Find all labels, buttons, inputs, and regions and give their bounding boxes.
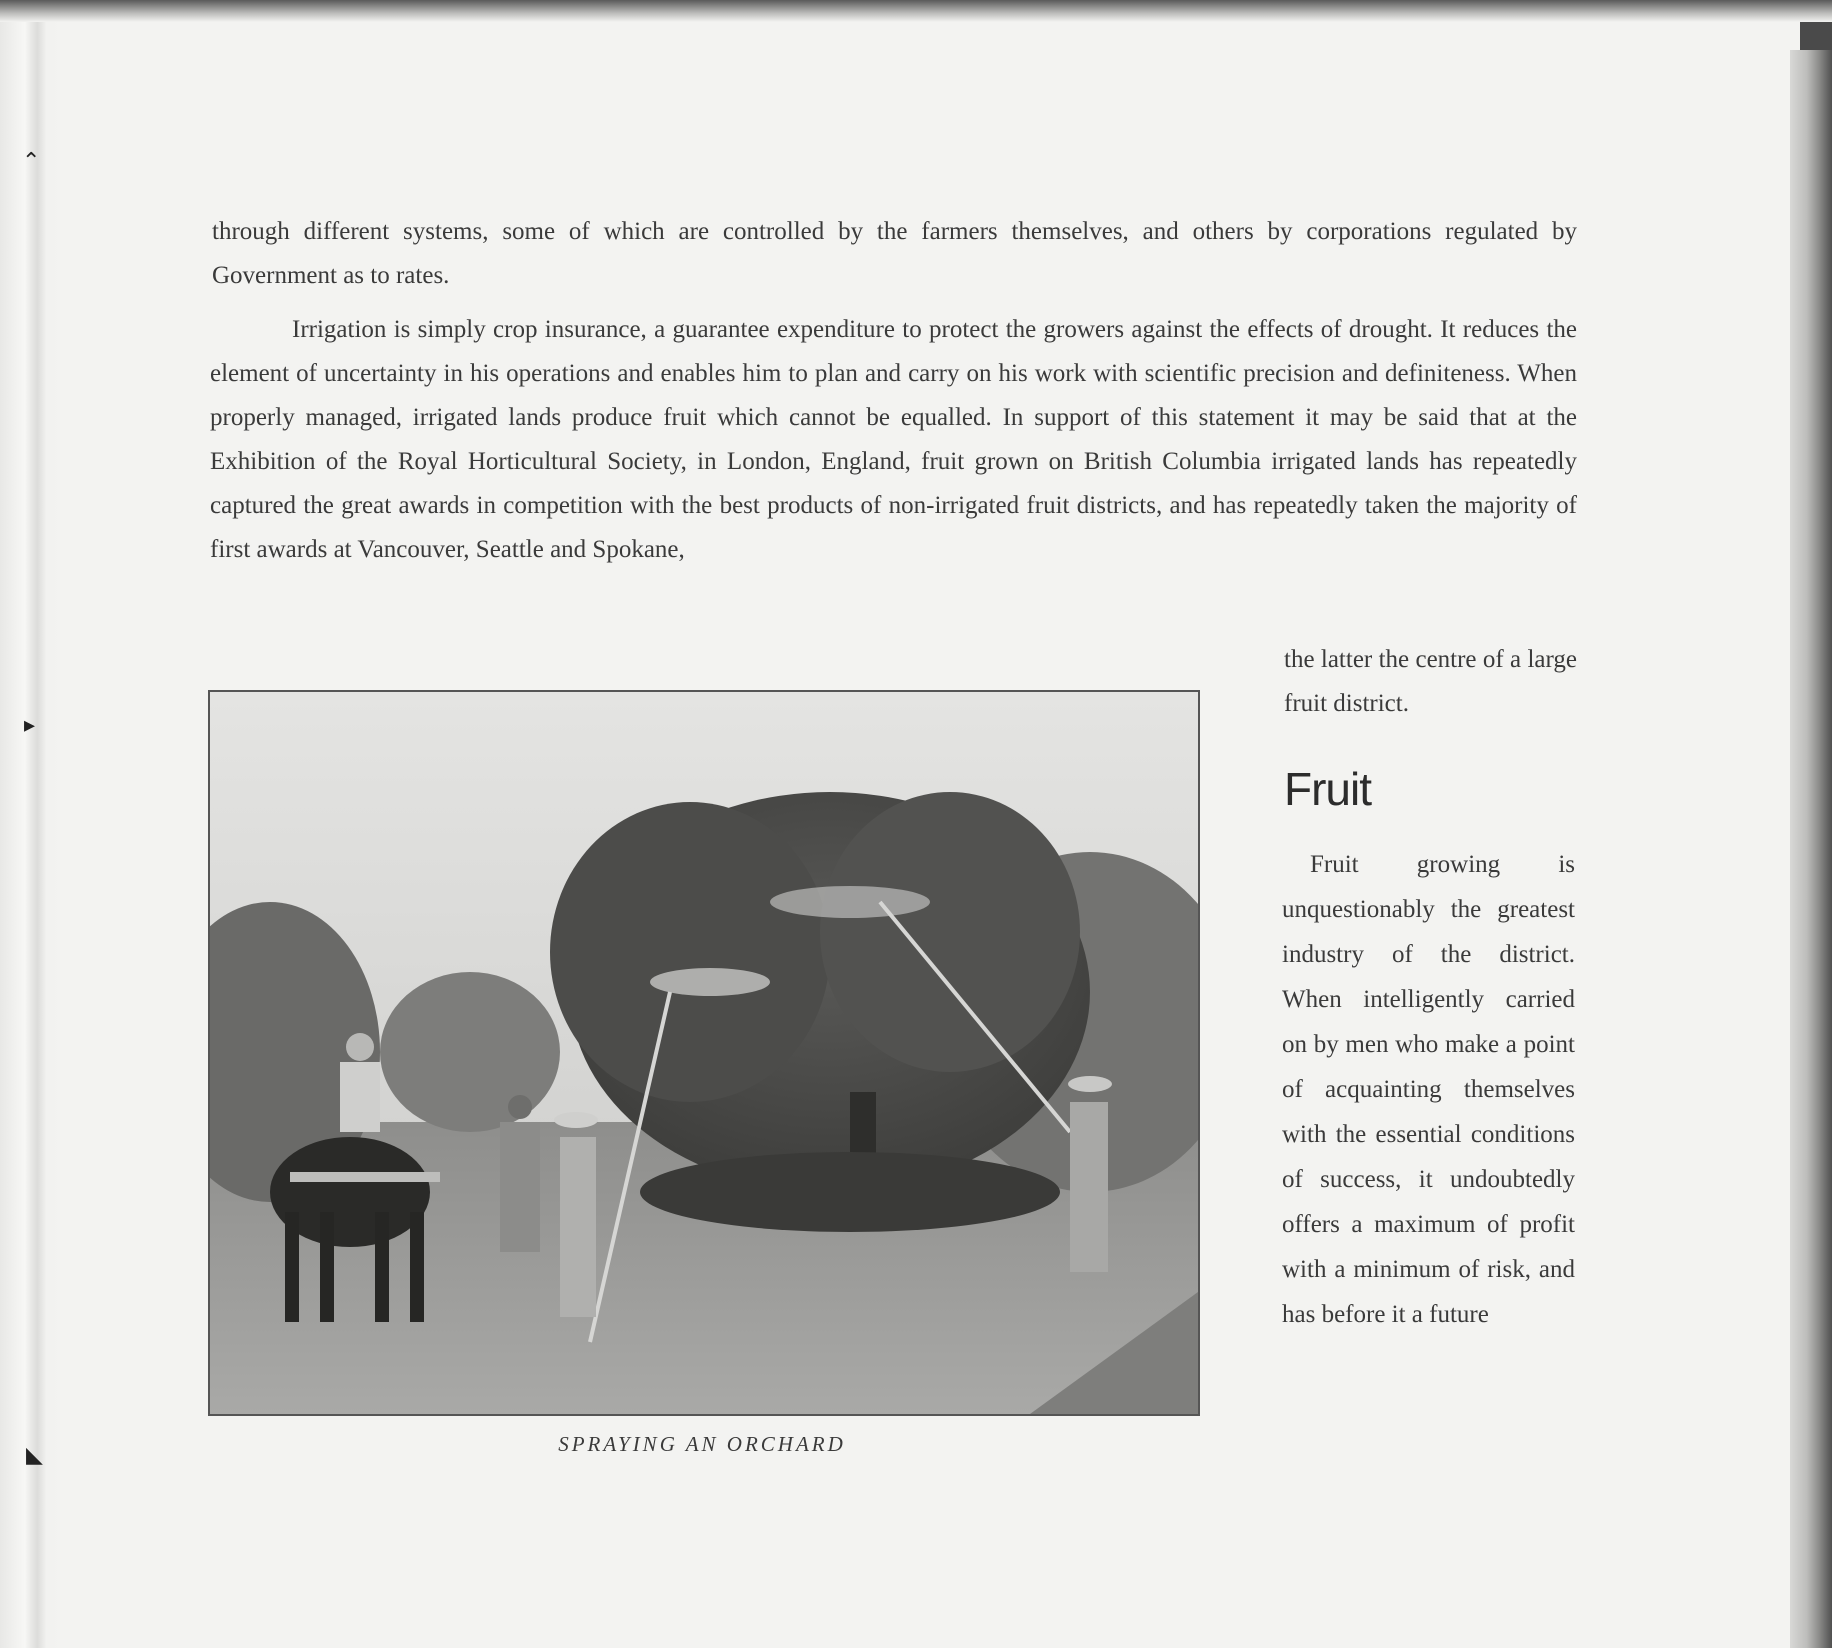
paragraph-irrigation-continued: the latter the centre of a large fruit district. [1284, 646, 1577, 717]
paragraph-irrigation-systems: through different systems, some of which are controlled by the farmers themselves, and others by corporations regulated by Government as to rates. [212, 218, 1577, 289]
binding-mark: ⌃ [22, 148, 41, 173]
page-edge [1790, 50, 1832, 1648]
binding-mark: ◣ [26, 1442, 43, 1467]
photo-caption: SPRAYING AN ORCHARD [558, 1432, 846, 1456]
paragraph-irrigation-insurance: Irrigation is simply crop insurance, a guarantee expenditure to protect the growers against the effects of drought. It reduces the element of uncertainty in his operations and enables him to plan and carry on his work with scientific precision and definiteness. When properly managed, irrigated lands produce fruit which cannot be equalled. In support of this statement it may be said that at the Exhibition of the Royal Horticultural Society, in London, England, fruit grown on British Columbia irrigated lands has repeatedly captured the great awards in competition with the best products of non-irrigated fruit districts, and has repeatedly taken the majority of first awards at Vancouver, Seattle and Spokane, [210, 316, 1577, 563]
orchard-photo-illustration [210, 692, 1198, 1414]
paragraph-fruit-growing: Fruit growing is unquestionably the greatest industry of the district. When intelligently carried on by men who make a point of acquainting themselves with the essential conditions of success, it undoubtedly offers a maximum of profit with a minimum of risk, and has before it a future [1282, 851, 1575, 1328]
book-spine [0, 0, 62, 1648]
orchard-photograph [208, 690, 1200, 1416]
section-heading-fruit: Fruit [1284, 763, 1371, 815]
page-top-shadow [0, 0, 1832, 22]
binding-mark: ▸ [24, 712, 36, 737]
